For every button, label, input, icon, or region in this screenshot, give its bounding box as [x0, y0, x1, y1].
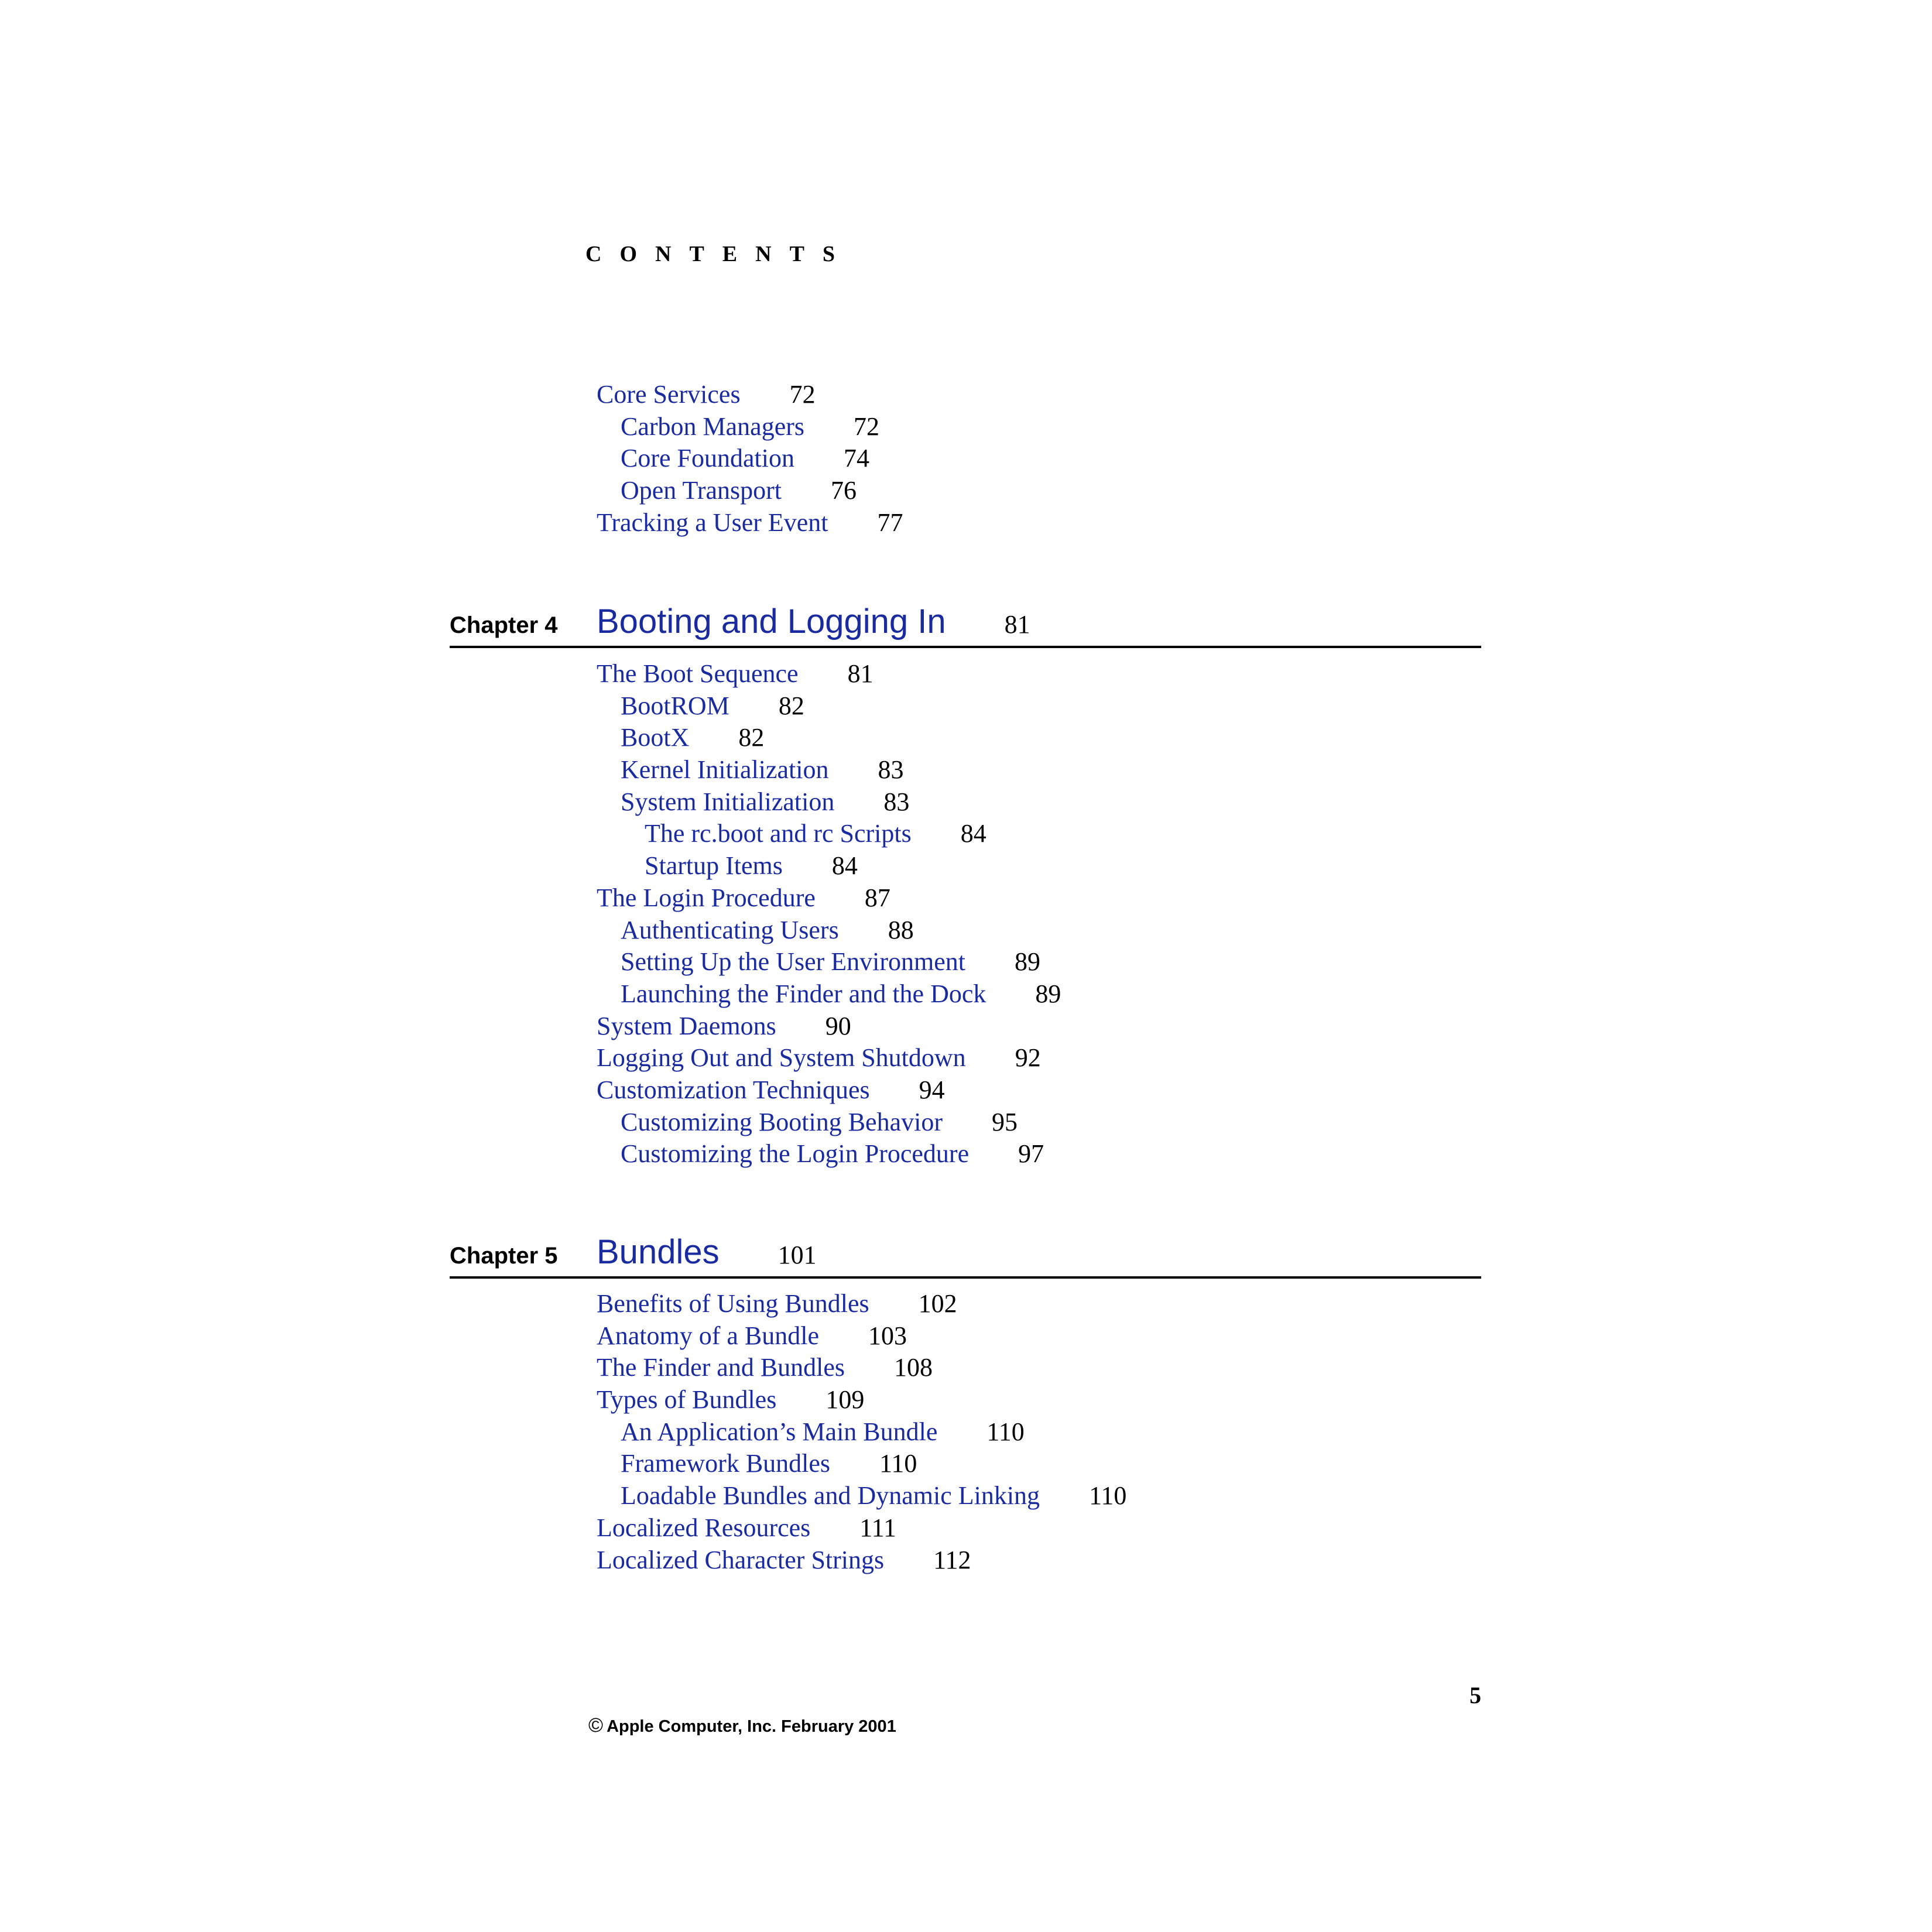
toc-entry[interactable] — [597, 379, 903, 411]
toc-entry-title: The rc.boot and rc Scripts — [645, 819, 912, 848]
toc-entry-title: Kernel Initialization — [621, 755, 829, 785]
toc-entry[interactable] — [597, 1480, 1126, 1512]
toc-entry-page: 74 — [843, 444, 869, 473]
toc-entry[interactable] — [597, 946, 1061, 978]
toc-entry-title: The Boot Sequence — [597, 659, 799, 688]
toc-entry[interactable] — [597, 786, 1061, 818]
toc-entry[interactable] — [597, 1074, 1061, 1107]
toc-entry-page: 97 — [1018, 1139, 1044, 1169]
toc-entry-title: System Initialization — [621, 787, 835, 816]
toc-entry-title: The Login Procedure — [597, 883, 816, 912]
toc-entry[interactable] — [597, 978, 1061, 1010]
chapter-label: Chapter 5 — [450, 1243, 558, 1269]
toc-entry[interactable] — [597, 690, 1061, 722]
toc-entry-title: Localized Character Strings — [597, 1545, 885, 1574]
toc-entry[interactable] — [597, 1010, 1061, 1043]
toc-entry[interactable] — [597, 1544, 1126, 1577]
toc-entry-title: Benefits of Using Bundles — [597, 1289, 869, 1318]
chapter-title-link[interactable] — [597, 602, 1030, 641]
toc-entry-page: 102 — [918, 1289, 957, 1318]
chapter-title-text: Bundles — [597, 1233, 720, 1271]
chapter-title-text: Booting and Logging In — [597, 602, 946, 640]
toc-entry[interactable] — [597, 1448, 1126, 1480]
toc-entry[interactable] — [597, 443, 903, 475]
chapter-5-heading — [450, 1206, 1481, 1279]
toc-entry-title: Customizing Booting Behavior — [621, 1107, 943, 1136]
toc-entry-title: BootROM — [621, 691, 729, 720]
toc-entry-page: 87 — [864, 883, 890, 912]
toc-entry-page: 89 — [1035, 979, 1061, 1008]
toc-entry-page: 72 — [789, 380, 816, 409]
toc-continuation-list — [597, 379, 903, 539]
chapter-title-link[interactable] — [597, 1232, 817, 1272]
toc-entry-title: Framework Bundles — [621, 1449, 831, 1478]
toc-entry-page: 90 — [825, 1011, 851, 1040]
toc-entry-page: 95 — [991, 1107, 1018, 1136]
toc-entry[interactable] — [597, 1288, 1126, 1320]
copyright-icon: © — [588, 1714, 604, 1736]
toc-entry-title: Open Transport — [621, 476, 782, 505]
footer — [588, 1714, 896, 1737]
toc-entry-title: Core Services — [597, 380, 741, 409]
toc-entry[interactable] — [597, 1107, 1061, 1139]
toc-entry-page: 72 — [854, 412, 880, 441]
toc-entry-title: Setting Up the User Environment — [621, 947, 966, 977]
chapter-page-number: 81 — [1004, 610, 1030, 639]
toc-entry[interactable] — [597, 1384, 1126, 1416]
toc-entry-title: Authenticating Users — [621, 915, 839, 944]
toc-entry[interactable] — [597, 882, 1061, 914]
toc-entry-page: 108 — [894, 1353, 933, 1382]
toc-entry-title: Core Foundation — [621, 444, 794, 473]
toc-entry-title: Launching the Finder and the Dock — [621, 979, 986, 1008]
toc-entry-page: 76 — [831, 476, 857, 505]
toc-entry-title: Logging Out and System Shutdown — [597, 1043, 966, 1073]
toc-entry-title: Tracking a User Event — [597, 508, 828, 537]
toc-entry-page: 89 — [1015, 947, 1041, 977]
toc-entry[interactable] — [597, 658, 1061, 690]
toc-entry-page: 83 — [883, 787, 910, 816]
toc-entry-title: Loadable Bundles and Dynamic Linking — [621, 1481, 1040, 1510]
toc-entry-page: 81 — [847, 659, 873, 688]
toc-entry[interactable] — [597, 1138, 1061, 1170]
toc-entry[interactable] — [597, 914, 1061, 947]
toc-entry-page: 77 — [877, 508, 903, 537]
toc-entry-page: 110 — [1089, 1481, 1127, 1510]
toc-entry-page: 84 — [831, 851, 858, 881]
chapter-4-heading — [450, 574, 1481, 648]
chapter-page-number: 101 — [777, 1241, 817, 1269]
toc-entry-title: Anatomy of a Bundle — [597, 1321, 820, 1350]
toc-entry-title: Carbon Managers — [621, 412, 805, 441]
toc-entry[interactable] — [597, 1512, 1126, 1544]
toc-entry-title: Customization Techniques — [597, 1075, 870, 1104]
toc-entry[interactable] — [597, 754, 1061, 786]
toc-entry-title: Startup Items — [645, 851, 783, 881]
toc-entry-page: 92 — [1015, 1043, 1041, 1073]
toc-entry[interactable] — [597, 475, 903, 507]
toc-entry[interactable] — [597, 1320, 1126, 1352]
toc-entry-title: An Application’s Main Bundle — [621, 1417, 938, 1446]
toc-entry-page: 111 — [859, 1513, 897, 1542]
running-head: CONTENTS — [585, 242, 854, 266]
toc-entry[interactable] — [597, 850, 1061, 882]
toc-entry[interactable] — [597, 1416, 1126, 1448]
toc-entry-page: 82 — [738, 723, 765, 752]
footer-text: Apple Computer, Inc. February 2001 — [607, 1717, 896, 1736]
toc-entry-page: 84 — [960, 819, 986, 848]
toc-entry-title: Localized Resources — [597, 1513, 811, 1542]
toc-entry-page: 110 — [879, 1449, 917, 1478]
toc-entry-page: 88 — [888, 915, 914, 944]
toc-entry-page: 103 — [868, 1321, 907, 1350]
toc-entry-title: The Finder and Bundles — [597, 1353, 845, 1382]
page-number: 5 — [1469, 1682, 1481, 1708]
toc-entry-title: Customizing the Login Procedure — [621, 1139, 970, 1169]
toc-entry-page: 82 — [778, 691, 804, 720]
chapter-4-entries — [597, 658, 1061, 1170]
toc-entry-page: 109 — [825, 1385, 865, 1414]
toc-entry[interactable] — [597, 411, 903, 443]
toc-entry-title: Types of Bundles — [597, 1385, 777, 1414]
toc-entry-page: 83 — [878, 755, 904, 785]
toc-entry[interactable] — [597, 818, 1061, 850]
toc-entry[interactable] — [597, 1042, 1061, 1074]
toc-entry[interactable] — [597, 1352, 1126, 1384]
chapter-5-entries — [597, 1288, 1126, 1576]
chapter-label: Chapter 4 — [450, 612, 558, 638]
toc-entry-title: BootX — [621, 723, 690, 752]
toc-entry[interactable] — [597, 507, 903, 539]
toc-entry-title: System Daemons — [597, 1011, 776, 1040]
toc-entry-page: 112 — [933, 1545, 971, 1574]
toc-entry[interactable] — [597, 722, 1061, 754]
toc-entry-page: 94 — [919, 1075, 945, 1104]
toc-entry-page: 110 — [986, 1417, 1025, 1446]
